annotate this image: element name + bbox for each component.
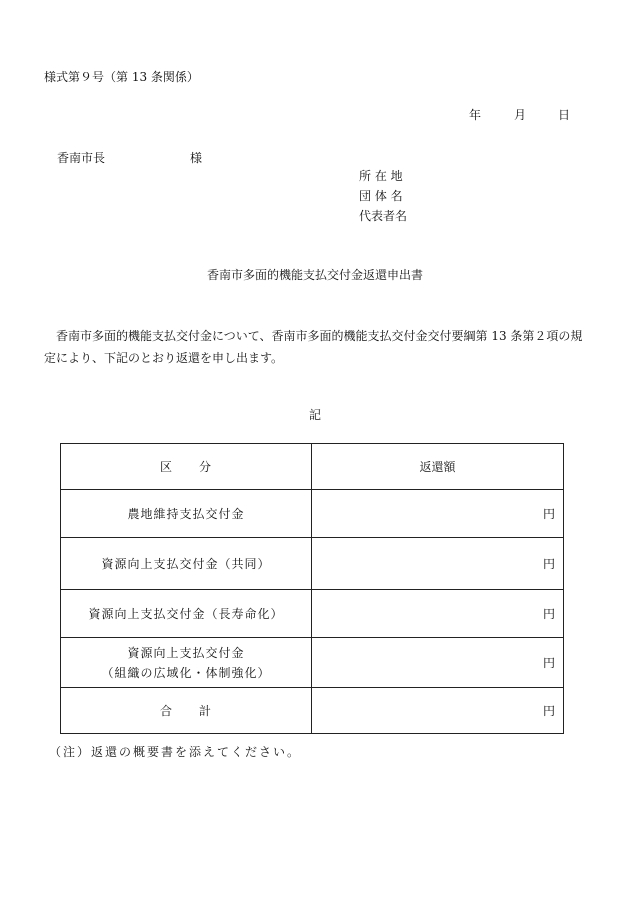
yen-unit: 円 (542, 507, 555, 521)
row-category-line: （組織の広域化・体制強化） (101, 665, 271, 680)
table-row (61, 638, 564, 688)
refund-amount-table (60, 443, 564, 734)
row-amount-cell[interactable] (312, 638, 564, 688)
table-row-total (61, 688, 564, 734)
date-year-label: 年 (469, 108, 482, 122)
yen-unit: 円 (542, 557, 555, 571)
row-category-line: 農地維持支払交付金 (127, 506, 245, 521)
ki-heading: 記 (308, 408, 321, 422)
addressee-honorific: 様 (190, 151, 203, 165)
form-number: 様式第９号（第 13 条関係） (44, 70, 199, 84)
body-paragraph: 香南市多面的機能支払交付金について、香南市多面的機能支払交付金交付要綱第 13 条第２項の規定により、下記のとおり返還を申し出ます。 (44, 329, 583, 365)
date-day-label: 日 (558, 108, 571, 122)
table-row (61, 590, 564, 638)
row-category (61, 688, 312, 734)
table-header-row (61, 444, 564, 490)
applicant-address-label: 所 在 地 (359, 169, 403, 183)
row-amount-cell[interactable] (312, 538, 564, 590)
document-title: 香南市多面的機能支払交付金返還申出書 (206, 268, 423, 282)
row-category-line: 資源向上支払交付金 (127, 645, 245, 660)
header-category: 区 分 (61, 444, 312, 490)
row-category (61, 490, 312, 538)
applicant-organization-label: 団 体 名 (359, 189, 403, 203)
row-category-line: 資源向上支払交付金（長寿命化） (88, 606, 284, 621)
table-row (61, 490, 564, 538)
date-month-label: 月 (514, 108, 527, 122)
row-amount-cell[interactable] (312, 590, 564, 638)
row-category (61, 538, 312, 590)
row-amount-cell[interactable] (312, 490, 564, 538)
yen-unit: 円 (542, 607, 555, 621)
row-category-line: 合 計 (159, 703, 212, 718)
table-row (61, 538, 564, 590)
row-category (61, 638, 312, 688)
addressee-name: 香南市長 (57, 151, 106, 165)
yen-unit: 円 (542, 656, 555, 670)
row-amount-cell[interactable] (312, 688, 564, 734)
row-category-line: 資源向上支払交付金（共同） (101, 556, 271, 571)
row-category (61, 590, 312, 638)
footnote: （注）返還の概要書を添えてください。 (49, 745, 302, 759)
header-amount: 返還額 (312, 444, 564, 490)
applicant-representative-label: 代表者名 (359, 209, 408, 223)
yen-unit: 円 (542, 704, 555, 718)
